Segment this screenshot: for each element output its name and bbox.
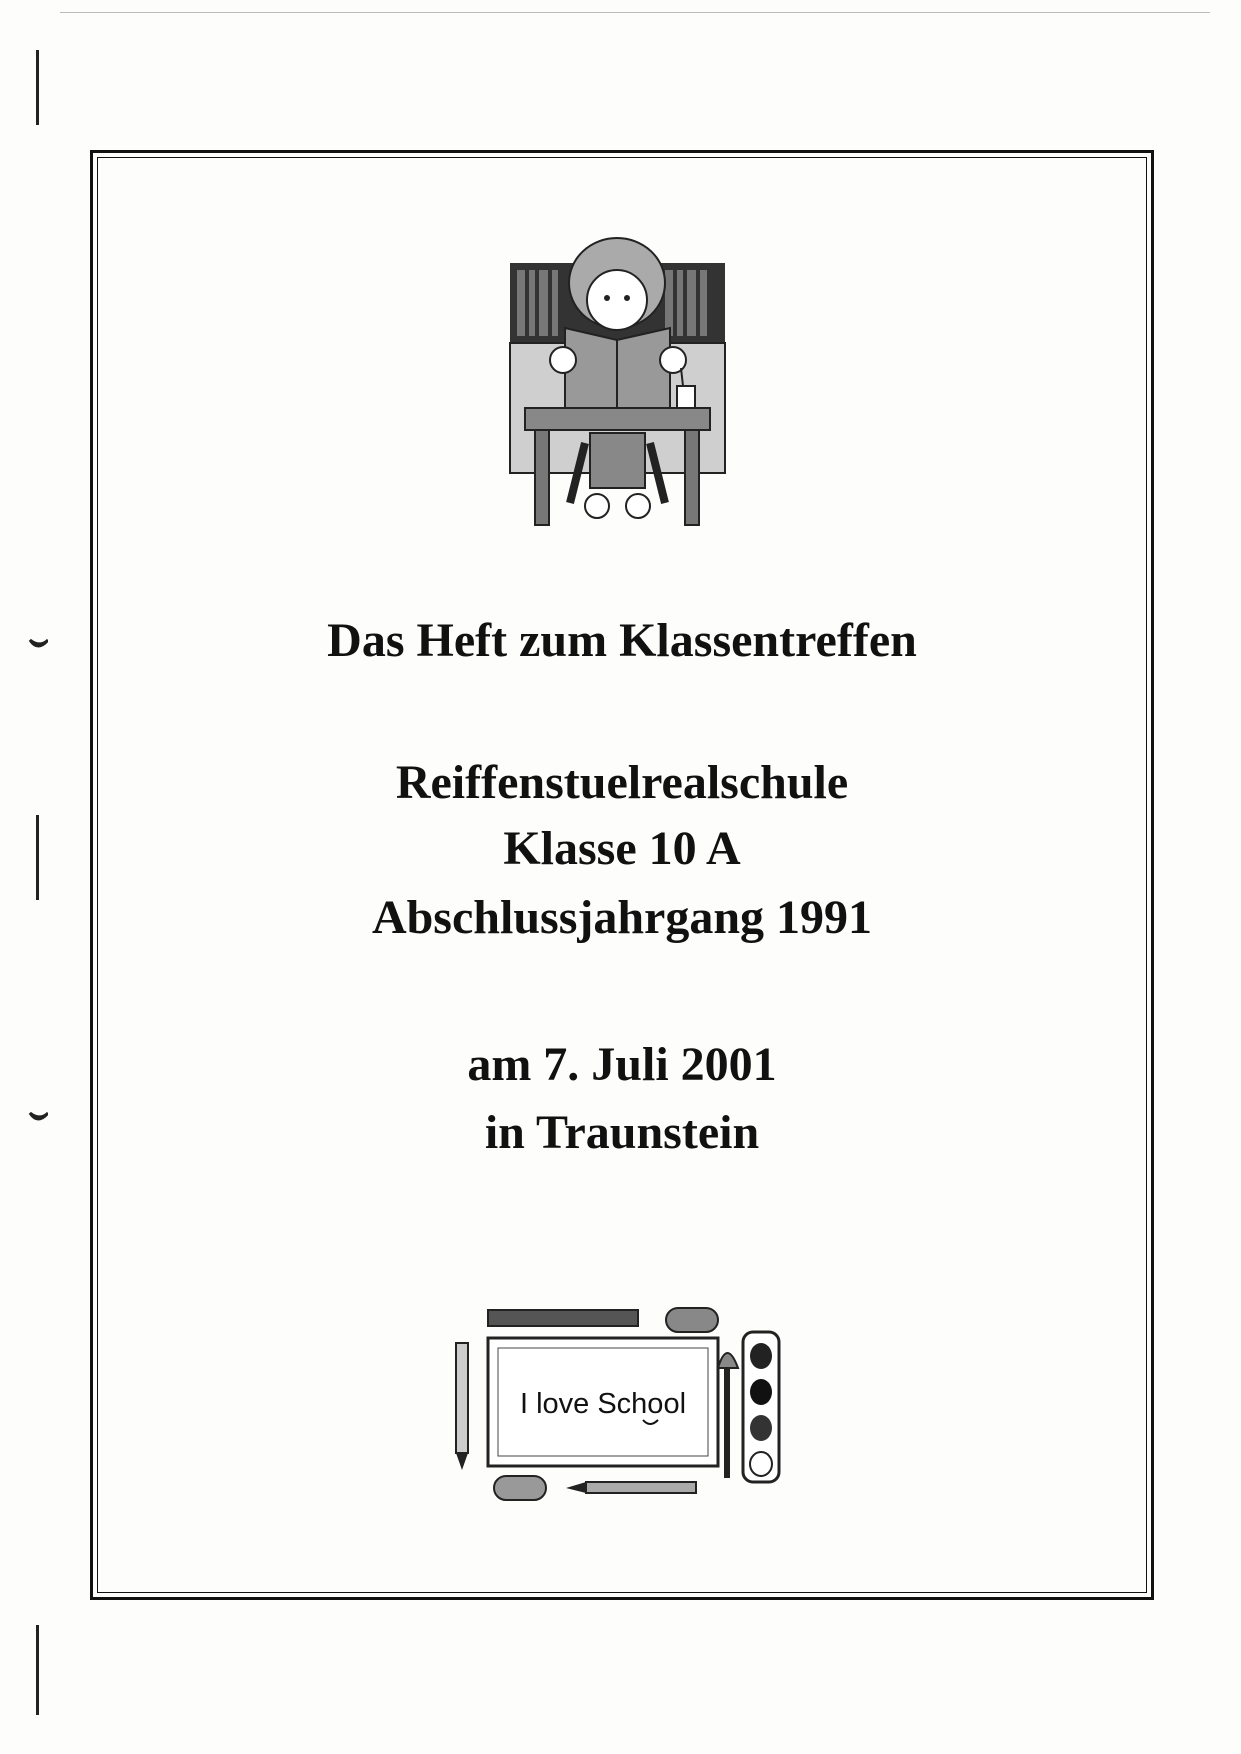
school-supplies-icon bbox=[448, 1298, 788, 1508]
graduation-year: Abschlussjahrgang 1991 bbox=[371, 891, 873, 944]
scan-edge-line bbox=[60, 12, 1210, 13]
event-date: am 7. Juli 2001 bbox=[467, 1038, 777, 1091]
slate-text: I love School bbox=[519, 1388, 687, 1420]
class-name: Klasse 10 A bbox=[503, 822, 741, 875]
school-name: Reiffenstuelrealschule bbox=[395, 756, 849, 809]
event-place: in Traunstein bbox=[484, 1106, 760, 1159]
child-reading-book-icon bbox=[505, 228, 730, 533]
punch-hole-marks bbox=[28, 40, 48, 1740]
document-title: Das Heft zum Klassentreffen bbox=[327, 614, 917, 667]
